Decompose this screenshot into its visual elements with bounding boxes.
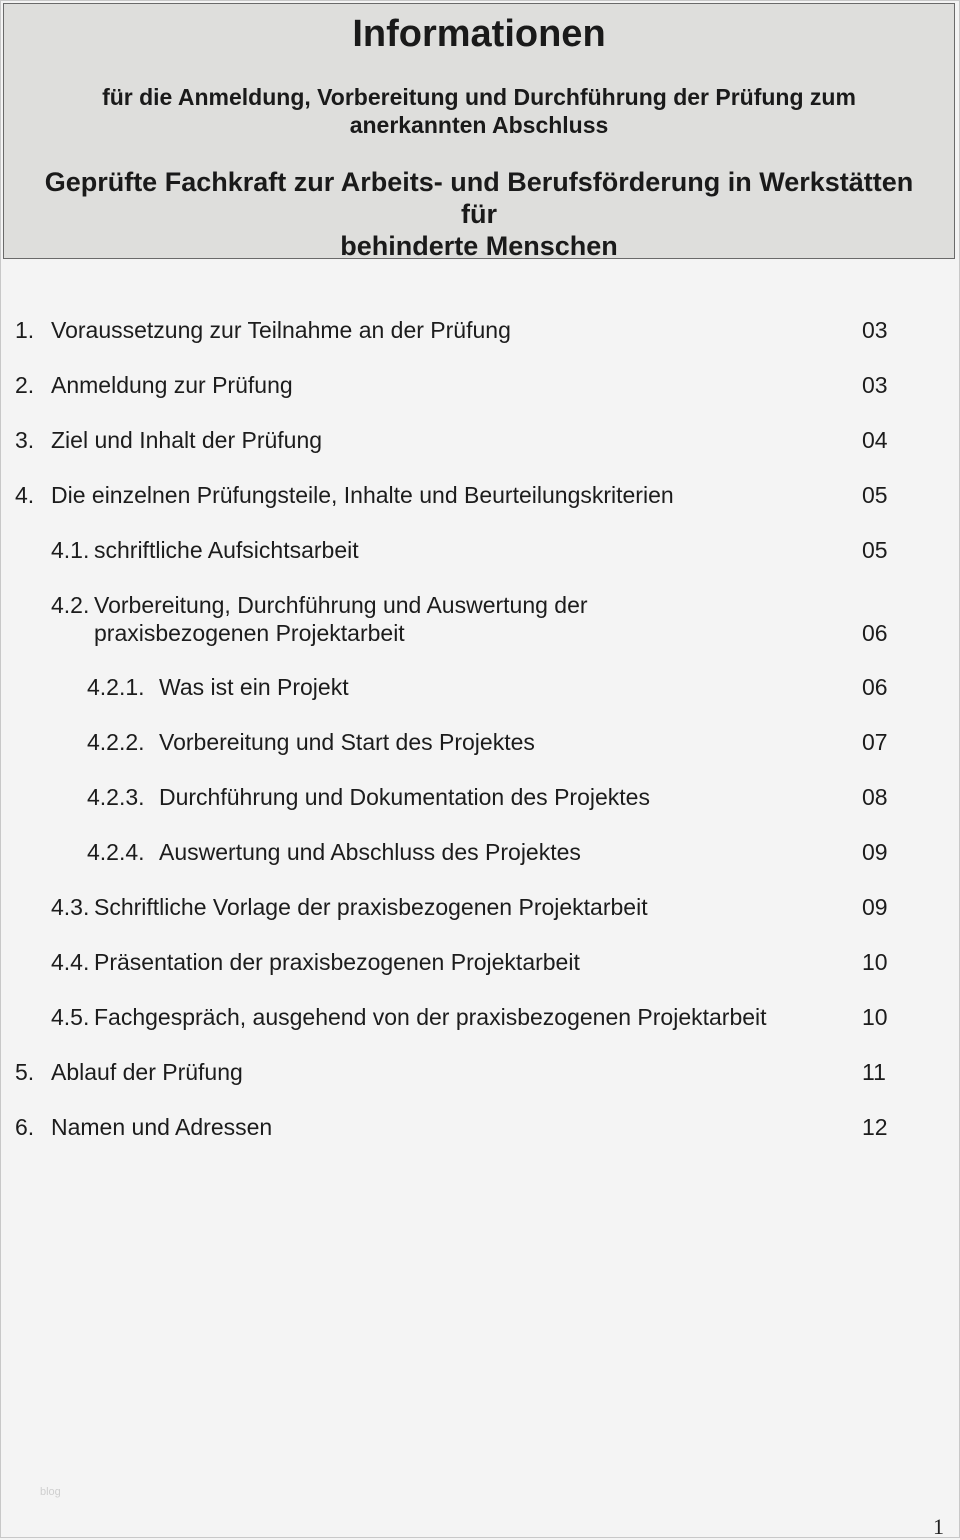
toc-label: Anmeldung zur Prüfung [51,372,293,398]
toc-number: 4.5. [51,1004,90,1030]
toc-number: 1. [15,317,35,343]
toc-number: 4.2.2. [87,729,145,755]
toc-page-number: 03 [862,372,888,398]
toc-page-number: 09 [862,839,888,865]
toc-label: schriftliche Aufsichtsarbeit [94,537,359,563]
watermark: blog [40,1486,61,1498]
qualification-line-2: für [461,199,497,229]
toc-number: 2. [15,372,35,398]
toc-label: Schriftliche Vorlage der praxisbezogenen Projektarbeit [94,894,648,920]
toc-page-number: 10 [862,949,888,975]
toc-label: Fachgespräch, ausgehend von der praxisbezogenen Projektarbeit [94,1004,767,1030]
toc-label: Die einzelnen Prüfungsteile, Inhalte und Beurteilungskriterien [51,482,674,508]
subtitle-line-2: anerkannten Abschluss [349,112,609,138]
page-number: 1 [933,1514,944,1539]
toc-label: Was ist ein Projekt [159,674,349,700]
toc-page-number: 10 [862,1004,888,1030]
toc-page-number: 04 [862,427,888,453]
toc-label: Auswertung und Abschluss des Projektes [159,839,581,865]
toc-number: 4.4. [51,949,90,975]
toc-number: 3. [15,427,35,453]
toc-number: 4.3. [51,894,90,920]
toc-number: 4.1. [51,537,90,563]
toc-label: Präsentation der praxisbezogenen Projektarbeit [94,949,580,975]
title-box [3,3,955,259]
toc-page-number: 07 [862,729,888,755]
toc-page-number: 08 [862,784,888,810]
toc-page-number: 11 [862,1059,886,1085]
toc-page-number: 12 [862,1114,888,1140]
toc-page-number: 05 [862,482,888,508]
toc-number: 4.2.4. [87,839,145,865]
toc-label: Voraussetzung zur Teilnahme an der Prüfung [51,317,511,343]
toc-label-line-1: Vorbereitung, Durchführung und Auswertung der [94,592,588,618]
subtitle-line-1: für die Anmeldung, Vorbereitung und Durchführung der Prüfung zum [102,84,856,110]
toc-page-number: 06 [862,620,888,646]
toc-number: 6. [15,1114,35,1140]
toc-label: Vorbereitung und Start des Projektes [159,729,535,755]
document-subtitle [4,83,954,139]
qualification-title [4,166,954,262]
toc-label [94,591,588,647]
toc-page-number: 05 [862,537,888,563]
toc-number: 4.2.3. [87,784,145,810]
toc-page-number: 06 [862,674,888,700]
toc-label: Ziel und Inhalt der Prüfung [51,427,323,453]
toc-label: Durchführung und Dokumentation des Projektes [159,784,650,810]
qualification-line-1: Geprüfte Fachkraft zur Arbeits- und Berufsförderung in Werkstätten [44,167,914,197]
document-title: Informationen [352,13,606,55]
toc-number: 4.2.1. [87,674,145,700]
toc-number: 5. [15,1059,35,1085]
toc-label-line-2: praxisbezogenen Projektarbeit [94,620,405,646]
qualification-line-3: behinderte Menschen [340,231,618,261]
toc-number: 4. [15,482,35,508]
toc-page-number: 09 [862,894,888,920]
toc-page-number: 03 [862,317,888,343]
toc-label: Namen und Adressen [51,1114,273,1140]
toc-number: 4.2. [51,592,90,618]
toc-label: Ablauf der Prüfung [51,1059,243,1085]
